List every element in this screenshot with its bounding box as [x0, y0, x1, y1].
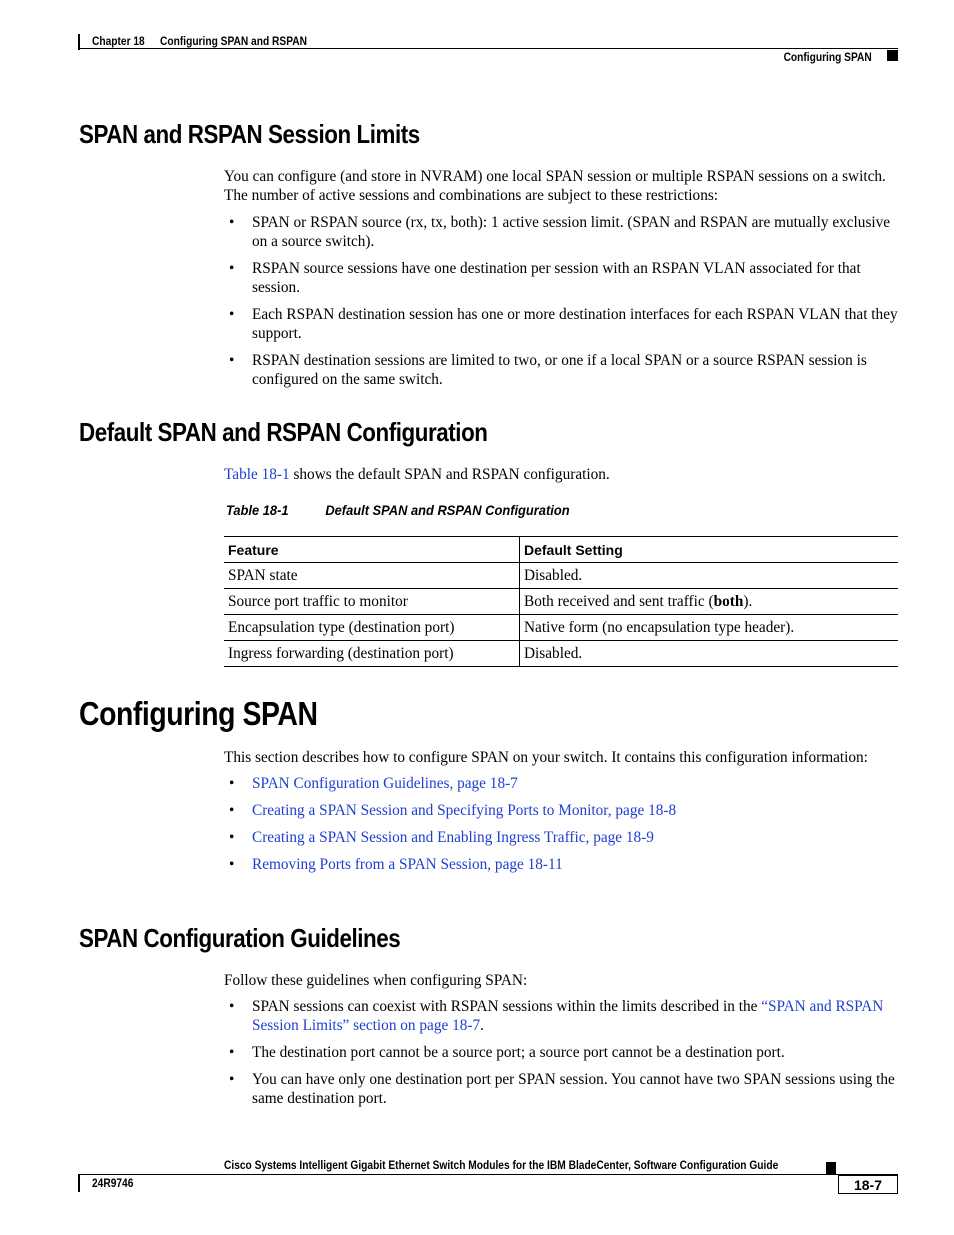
table-reference-link[interactable]: Table 18-1	[224, 466, 290, 483]
chapter-title: Configuring SPAN and RSPAN	[160, 34, 307, 48]
list-item: • Each RSPAN destination session has one or more destination interfaces for each RSPAN VLAN that they support.	[224, 305, 898, 343]
limits-body	[224, 167, 898, 389]
list-item	[224, 855, 898, 874]
setting-cell: Both received and sent traffic (both).	[520, 589, 899, 615]
feature-cell: Ingress forwarding (destination port)	[224, 641, 520, 667]
heading-session-limits: SPAN and RSPAN Session Limits	[79, 119, 420, 149]
link-session-limits[interactable]: “SPAN and RSPAN Session Limits” section on page 18-7	[252, 998, 884, 1034]
footer-left-bar	[78, 1174, 80, 1192]
default-config-table	[224, 536, 898, 667]
table-header-row	[224, 537, 898, 563]
table-row	[224, 589, 898, 615]
configuring-body	[224, 748, 898, 874]
bold-keyword: both	[713, 592, 744, 610]
table-row	[224, 563, 898, 589]
table-label: Table 18-1	[226, 502, 289, 518]
list-item: • RSPAN destination sessions are limited to two, or one if a local SPAN or a source RSPAN session is configured on the same switch.	[224, 351, 898, 389]
section-title: Configuring SPAN	[783, 50, 872, 64]
list-item	[224, 774, 898, 793]
link-removing-ports[interactable]: Removing Ports from a SPAN Session, page 18-11	[252, 856, 563, 873]
link-span-guidelines[interactable]: SPAN Configuration Guidelines, page 18-7	[252, 775, 518, 792]
running-header-section	[768, 50, 872, 64]
heading-default-config: Default SPAN and RSPAN Configuration	[79, 417, 488, 447]
link-creating-session-ingress[interactable]: Creating a SPAN Session and Enabling Ingress Traffic, page 18-9	[252, 829, 654, 846]
footer-book-title: Cisco Systems Intelligent Gigabit Ethernet Switch Modules for the IBM BladeCenter, Software Configuration Guide	[224, 1158, 779, 1172]
list-item: • You can have only one destination port per SPAN session. You cannot have two SPAN sessions using the same destination port.	[224, 1070, 898, 1108]
link-creating-session-monitor[interactable]: Creating a SPAN Session and Specifying Ports to Monitor, page 18-8	[252, 802, 677, 819]
list-item	[224, 801, 898, 820]
setting-cell: Disabled.	[520, 563, 899, 589]
column-header-feature: Feature	[224, 537, 520, 563]
guidelines-list	[224, 997, 898, 1108]
table-row	[224, 641, 898, 667]
table-title: Default SPAN and RSPAN Configuration	[325, 502, 570, 518]
footer-doc-number: 24R9746	[92, 1176, 134, 1190]
header-marker-box	[887, 50, 898, 61]
header-rule	[78, 48, 898, 49]
limits-intro: You can configure (and store in NVRAM) one local SPAN session or multiple RSPAN sessions on a switch. The number of active sessions and combinations are subject to these restrictions:	[224, 168, 886, 204]
feature-cell: SPAN state	[224, 563, 520, 589]
guidelines-intro: Follow these guidelines when configuring SPAN:	[224, 972, 528, 989]
list-item: • SPAN or RSPAN source (rx, tx, both): 1 active session limit. (SPAN and RSPAN are mutually exclusive on a source switch).	[224, 213, 898, 251]
heading-span-guidelines: SPAN Configuration Guidelines	[79, 923, 401, 953]
footer-marker-box	[826, 1162, 836, 1174]
footer-rule	[78, 1174, 898, 1175]
configuring-links-list	[224, 774, 898, 874]
guidelines-body	[224, 971, 898, 1108]
table-row	[224, 615, 898, 641]
limits-list	[224, 213, 898, 389]
setting-cell: Disabled.	[520, 641, 899, 667]
running-header-chapter	[92, 34, 345, 48]
defaults-intro-text: shows the default SPAN and RSPAN configuration.	[289, 466, 610, 483]
list-item: • The destination port cannot be a source port; a source port cannot be a destination port.	[224, 1043, 898, 1062]
heading-configuring-span: Configuring SPAN	[79, 695, 318, 732]
feature-cell: Encapsulation type (destination port)	[224, 615, 520, 641]
list-item	[224, 828, 898, 847]
table-caption	[226, 502, 599, 518]
defaults-intro	[224, 465, 898, 484]
column-header-default-setting: Default Setting	[520, 537, 899, 563]
list-item: • SPAN sessions can coexist with RSPAN sessions within the limits described in the “SPAN and RSPAN Session Limits” section on page 18-7.	[224, 997, 898, 1035]
setting-cell: Native form (no encapsulation type header).	[520, 615, 899, 641]
chapter-number: Chapter 18	[92, 34, 145, 48]
page-number: 18-7	[838, 1175, 898, 1194]
configuring-intro: This section describes how to configure SPAN on your switch. It contains this configuration information:	[224, 749, 868, 766]
list-item: • RSPAN source sessions have one destination per session with an RSPAN VLAN associated for that session.	[224, 259, 898, 297]
feature-cell: Source port traffic to monitor	[224, 589, 520, 615]
